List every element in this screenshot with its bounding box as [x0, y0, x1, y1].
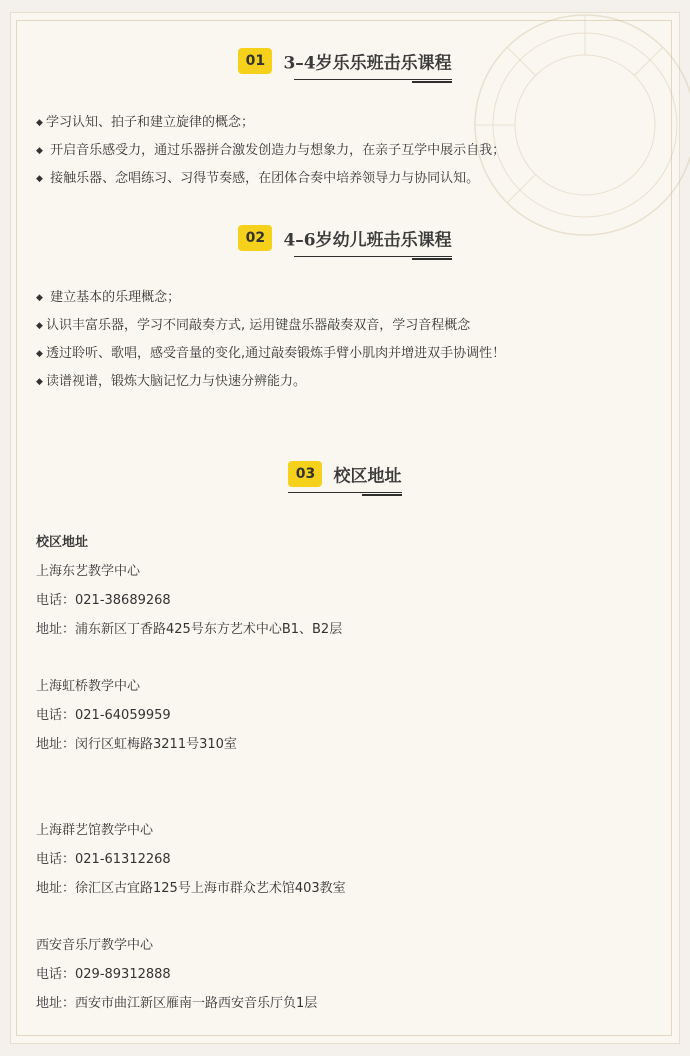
diamond-bullet-icon: ◆ [36, 377, 43, 387]
list-item: ◆ 读谱视谱，锻炼大脑记忆力与快速分辨能力。 [36, 368, 656, 396]
section-heading-01 [0, 48, 690, 82]
center-name: 上海东艺教学中心 [36, 564, 141, 579]
center-phone: 电话：021-64059959 [36, 708, 171, 723]
section-number-badge: 01 [238, 48, 272, 74]
diamond-bullet-icon: ◆ [36, 293, 43, 303]
section-heading-02 [0, 225, 690, 259]
section-title: 校区地址 [333, 466, 402, 487]
title-underline-accent [412, 81, 452, 83]
section-title: 4–6岁幼儿班击乐课程 [283, 230, 452, 251]
title-underline [294, 256, 451, 257]
section-title: 3–4岁乐乐班击乐课程 [283, 53, 452, 74]
title-underline-accent [412, 258, 452, 260]
list-item: ◆ 接触乐器、念唱练习、习得节奏感，在团体合奏中培养领导力与协同认知。 [36, 165, 656, 193]
title-underline-accent [362, 494, 402, 496]
center-address: 地址：浦东新区丁香路425号东方艺术中心B1、B2层 [36, 622, 343, 637]
title-underline [294, 79, 451, 80]
center-address: 地址：西安市曲江新区雁南一路西安音乐厅负1层 [36, 996, 318, 1011]
diamond-bullet-icon: ◆ [36, 118, 43, 128]
diamond-bullet-icon: ◆ [36, 174, 43, 184]
center-phone: 电话：021-38689268 [36, 593, 171, 608]
diamond-bullet-icon: ◆ [36, 321, 43, 331]
section-number-badge: 03 [288, 461, 322, 487]
diamond-bullet-icon: ◆ [36, 146, 43, 156]
list-item: ◆ 学习认知、拍子和建立旋律的概念； [36, 109, 656, 137]
center-name: 上海群艺馆教学中心 [36, 823, 154, 838]
section-number-badge: 02 [238, 225, 272, 251]
center-phone: 电话：029-89312888 [36, 967, 171, 982]
list-item: ◆ 开启音乐感受力，通过乐器拼合激发创造力与想象力，在亲子互学中展示自我； [36, 137, 656, 165]
course-list-01 [36, 109, 656, 193]
campus-center [36, 557, 656, 644]
campus-address-list [36, 528, 656, 1018]
center-address: 地址：徐汇区古宜路125号上海市群众艺术馆403教室 [36, 881, 346, 896]
campus-center [36, 816, 656, 903]
list-item: ◆ 透过聆听、歌唱，感受音量的变化,通过敲奏锻炼手臂小肌肉并增进双手协调性！ [36, 340, 656, 368]
center-name: 西安音乐厅教学中心 [36, 938, 154, 953]
center-phone: 电话：021-61312268 [36, 852, 171, 867]
course-list-02 [36, 284, 656, 396]
center-address: 地址：闵行区虹梅路3211号310室 [36, 737, 237, 752]
list-item: ◆ 认识丰富乐器，学习不同敲奏方式, 运用键盘乐器敲奏双音，学习音程概念 [36, 312, 656, 340]
list-item: ◆ 建立基本的乐理概念； [36, 284, 656, 312]
address-heading: 校区地址 [36, 535, 89, 550]
section-heading-03 [0, 461, 690, 495]
title-underline [288, 492, 401, 493]
campus-center [36, 931, 656, 1018]
center-name: 上海虹桥教学中心 [36, 679, 141, 694]
campus-center [36, 672, 656, 759]
diamond-bullet-icon: ◆ [36, 349, 43, 359]
